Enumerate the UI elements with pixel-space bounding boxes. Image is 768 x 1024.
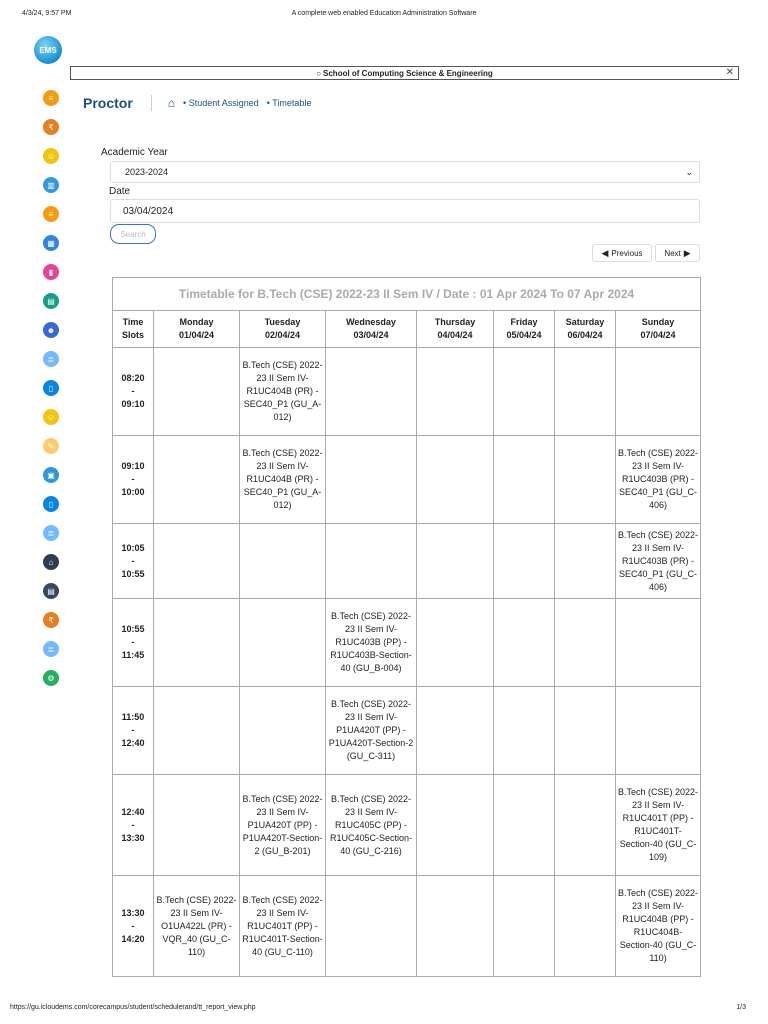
chevron-down-icon: ⌄ bbox=[685, 166, 693, 177]
print-page-title: A complete web enabled Education Administration Software bbox=[291, 10, 477, 17]
timetable-cell bbox=[616, 687, 701, 775]
timetable-cell bbox=[240, 687, 326, 775]
timetable-cell: B.Tech (CSE) 2022-23 II Sem IV- R1UC404B (PR) - SEC40_P1 (GU_A-012) bbox=[240, 348, 326, 436]
slot-end: 10:55 bbox=[121, 568, 145, 579]
day-header bbox=[616, 311, 701, 348]
timetable-cell bbox=[326, 876, 417, 977]
day-date: 01/04/24 bbox=[178, 330, 215, 340]
building-icon[interactable]: ▦ bbox=[43, 235, 59, 251]
slot-dash: - bbox=[131, 386, 135, 396]
timetable-cell bbox=[494, 775, 555, 876]
table-row bbox=[113, 687, 701, 775]
breadcrumb bbox=[83, 94, 319, 112]
search-button[interactable]: Search bbox=[110, 224, 156, 244]
timetable-cell bbox=[240, 599, 326, 687]
group-icon[interactable]: ☻ bbox=[43, 322, 59, 338]
timetable-cell bbox=[154, 687, 240, 775]
time-slot bbox=[113, 599, 154, 687]
timetable-cell bbox=[555, 775, 616, 876]
day-name: Tuesday bbox=[264, 317, 301, 327]
chart-icon[interactable]: ▥ bbox=[43, 177, 59, 193]
breadcrumb-label: Timetable bbox=[272, 98, 312, 108]
slot-end: 11:45 bbox=[121, 650, 145, 660]
time-slots-header: Time Slots bbox=[113, 311, 154, 348]
timetable-cell: B.Tech (CSE) 2022-23 II Sem IV- R1UC401T (PP) - R1UC401T-Section-40 (GU_C-109) bbox=[616, 775, 701, 876]
timetable-cell bbox=[326, 436, 417, 524]
time-slot bbox=[113, 436, 154, 524]
timetable-cell bbox=[494, 687, 555, 775]
breadcrumb-student-assigned[interactable]: • Student Assigned bbox=[183, 98, 259, 108]
print-url: https://gu.icloudems.com/corecampus/student/schedulerand/tt_report_view.php bbox=[10, 1004, 256, 1011]
slot-start: 13:30 bbox=[121, 907, 145, 918]
timetable-cell bbox=[154, 524, 240, 599]
settings-icon[interactable]: ⚙ bbox=[43, 670, 59, 686]
timetable-cell bbox=[154, 599, 240, 687]
timetable-cell: B.Tech (CSE) 2022-23 II Sem IV- R1UC404B (PR) - SEC40_P1 (GU_A-012) bbox=[240, 436, 326, 524]
notes-icon[interactable]: ≡ bbox=[43, 206, 59, 222]
timetable-cell bbox=[494, 524, 555, 599]
breadcrumb-label: Student Assigned bbox=[188, 98, 259, 108]
list-icon[interactable]: ≣ bbox=[43, 641, 59, 657]
slot-dash: - bbox=[131, 555, 135, 566]
close-icon[interactable]: ✕ bbox=[725, 67, 734, 78]
day-header bbox=[240, 311, 326, 348]
arrow-left-icon: ◀ bbox=[601, 247, 609, 258]
slot-dash: - bbox=[131, 920, 135, 931]
timetable-cell: B.Tech (CSE) 2022-23 II Sem IV- R1UC403B (PP) -R1UC403B-Section-40 (GU_B-004) bbox=[326, 599, 417, 687]
rupee-icon[interactable]: ₹ bbox=[43, 612, 59, 628]
timetable-cell bbox=[555, 524, 616, 599]
timetable-cell bbox=[555, 436, 616, 524]
slot-end: 09:10 bbox=[121, 399, 145, 409]
time-slot bbox=[113, 348, 154, 436]
timetable-cell bbox=[417, 876, 494, 977]
day-name: Monday bbox=[179, 317, 214, 327]
print-page-number: 1/3 bbox=[736, 1004, 746, 1011]
list-icon[interactable]: ≣ bbox=[43, 351, 59, 367]
home-icon[interactable]: ⌂ bbox=[167, 96, 176, 110]
pencil-icon[interactable]: ✎ bbox=[43, 438, 59, 454]
timetable-cell: B.Tech (CSE) 2022-23 II Sem IV- P1UA420T (PP) -P1UA420T-Section-2 (GU_C-311) bbox=[326, 687, 417, 775]
table-row bbox=[113, 775, 701, 876]
slot-end: 12:40 bbox=[121, 738, 145, 748]
slot-start: 11:50 bbox=[121, 712, 145, 722]
time-slot bbox=[113, 876, 154, 977]
timetable-cell: B.Tech (CSE) 2022-23 II Sem IV- R1UC401T (PP) - R1UC401T-Section-40 (GU_C-110) bbox=[240, 876, 326, 977]
previous-button[interactable] bbox=[592, 244, 652, 262]
rupee-icon[interactable]: ₹ bbox=[43, 119, 59, 135]
date-input[interactable] bbox=[110, 199, 700, 223]
person-icon[interactable]: ☺ bbox=[43, 409, 59, 425]
time-slot bbox=[113, 775, 154, 876]
print-datetime: 4/3/24, 9:57 PM bbox=[22, 10, 72, 17]
slot-end: 13:30 bbox=[121, 832, 145, 843]
timetable-cell bbox=[494, 348, 555, 436]
day-name: Wednesday bbox=[346, 317, 396, 327]
notes-icon[interactable]: ≡ bbox=[43, 90, 59, 106]
slot-dash: - bbox=[131, 725, 135, 735]
timetable-cell: B.Tech (CSE) 2022-23 II Sem IV- O1UA422L (PR) -VQR_40 (GU_C-110) bbox=[154, 876, 240, 977]
bottle-icon[interactable]: ▯ bbox=[43, 496, 59, 512]
timetable-cell: B.Tech (CSE) 2022-23 II Sem IV- R1UC404B (PP) - R1UC404B-Section-40 (GU_C-110) bbox=[616, 876, 701, 977]
time-slot bbox=[113, 524, 154, 599]
timetable-cell bbox=[494, 436, 555, 524]
day-date: 03/04/24 bbox=[353, 330, 389, 340]
day-date: 07/04/24 bbox=[640, 330, 676, 340]
academic-year-label: Academic Year bbox=[101, 147, 168, 158]
day-header bbox=[326, 311, 417, 348]
table-row bbox=[113, 876, 701, 977]
slot-dash: - bbox=[131, 637, 135, 647]
slot-end: 10:00 bbox=[121, 487, 145, 497]
slot-start: 08:20 bbox=[121, 373, 145, 383]
date-value: 03/04/2024 bbox=[123, 205, 174, 217]
day-header bbox=[555, 311, 616, 348]
day-date: 02/04/24 bbox=[264, 330, 301, 340]
academic-year-select[interactable] bbox=[110, 161, 700, 183]
slot-start: 12:40 bbox=[121, 806, 145, 817]
slot-start: 10:05 bbox=[121, 542, 145, 553]
previous-label: Previous bbox=[611, 248, 643, 258]
next-button[interactable] bbox=[655, 244, 700, 262]
slot-end: 14:20 bbox=[121, 933, 145, 944]
timetable-cell bbox=[417, 348, 494, 436]
timetable-cell: B.Tech (CSE) 2022-23 II Sem IV- P1UA420T (PP) - P1UA420T-Section-2 (GU_B-201) bbox=[240, 775, 326, 876]
timetable-cell bbox=[417, 599, 494, 687]
day-header bbox=[417, 311, 494, 348]
timetable-cell bbox=[417, 775, 494, 876]
school-selector[interactable] bbox=[70, 66, 739, 80]
timetable-cell bbox=[555, 599, 616, 687]
door-icon[interactable]: ▣ bbox=[43, 467, 59, 483]
day-date: 06/04/24 bbox=[567, 330, 603, 340]
timetable-cell: B.Tech (CSE) 2022-23 II Sem IV- R1UC403B (PR) -SEC40_P1 (GU_C-406) bbox=[616, 436, 701, 524]
timetable-cell bbox=[616, 599, 701, 687]
table-row bbox=[113, 348, 701, 436]
timetable-cell bbox=[417, 687, 494, 775]
timetable-cell bbox=[494, 876, 555, 977]
date-label: Date bbox=[109, 186, 131, 197]
day-header bbox=[494, 311, 555, 348]
day-date: 05/04/24 bbox=[506, 330, 542, 340]
slot-dash: - bbox=[131, 819, 135, 830]
bottle-icon[interactable]: ▯ bbox=[43, 380, 59, 396]
document-icon[interactable]: ▤ bbox=[43, 583, 59, 599]
day-name: Sunday bbox=[641, 317, 675, 327]
page-title: Proctor bbox=[83, 95, 133, 111]
timetable-title: Timetable for B.Tech (CSE) 2022-23 II Sem IV / Date : 01 Apr 2024 To 07 Apr 2024 bbox=[113, 278, 701, 311]
app-logo[interactable]: EMS bbox=[34, 36, 62, 64]
list-icon[interactable]: ≣ bbox=[43, 525, 59, 541]
day-name: Thursday bbox=[434, 317, 476, 327]
timetable-cell bbox=[326, 524, 417, 599]
timetable-table bbox=[112, 277, 701, 977]
breadcrumb-divider bbox=[151, 95, 152, 111]
slot-start: 10:55 bbox=[121, 624, 145, 634]
timetable-cell bbox=[555, 687, 616, 775]
timetable-cell bbox=[555, 876, 616, 977]
slot-dash: - bbox=[131, 474, 135, 484]
next-label: Next bbox=[664, 248, 681, 258]
arrow-right-icon: ▶ bbox=[683, 247, 691, 258]
table-row bbox=[113, 524, 701, 599]
timetable-cell bbox=[154, 436, 240, 524]
breadcrumb-timetable[interactable]: • Timetable bbox=[266, 98, 312, 108]
timetable-cell bbox=[154, 775, 240, 876]
school-icon: ○ bbox=[316, 68, 322, 78]
academic-year-value: 2023-2024 bbox=[125, 167, 169, 177]
timetable-cell bbox=[494, 599, 555, 687]
timetable-cell bbox=[555, 348, 616, 436]
time-slot bbox=[113, 687, 154, 775]
person-icon[interactable]: ☺ bbox=[43, 148, 59, 164]
day-date: 04/04/24 bbox=[437, 330, 473, 340]
timetable-cell bbox=[240, 524, 326, 599]
timetable-cell bbox=[417, 524, 494, 599]
school-name: School of Computing Science & Engineering bbox=[323, 68, 493, 78]
timetable-cell bbox=[154, 348, 240, 436]
book-icon[interactable]: ▮ bbox=[43, 264, 59, 280]
timetable-cell: B.Tech (CSE) 2022-23 II Sem IV- R1UC405C (PP) - R1UC405C-Section-40 (GU_C-216) bbox=[326, 775, 417, 876]
day-header bbox=[154, 311, 240, 348]
bank-icon[interactable]: ⌂ bbox=[43, 554, 59, 570]
day-name: Friday bbox=[510, 317, 538, 327]
slot-start: 09:10 bbox=[121, 461, 145, 471]
day-name: Saturday bbox=[565, 317, 605, 327]
timetable-cell bbox=[326, 348, 417, 436]
table-row bbox=[113, 599, 701, 687]
timetable-cell bbox=[417, 436, 494, 524]
table-row bbox=[113, 436, 701, 524]
timetable-cell bbox=[616, 348, 701, 436]
timetable-cell: B.Tech (CSE) 2022-23 II Sem IV- R1UC403B (PR) -SEC40_P1 (GU_C-406) bbox=[616, 524, 701, 599]
calendar-icon[interactable]: ▤ bbox=[43, 293, 59, 309]
